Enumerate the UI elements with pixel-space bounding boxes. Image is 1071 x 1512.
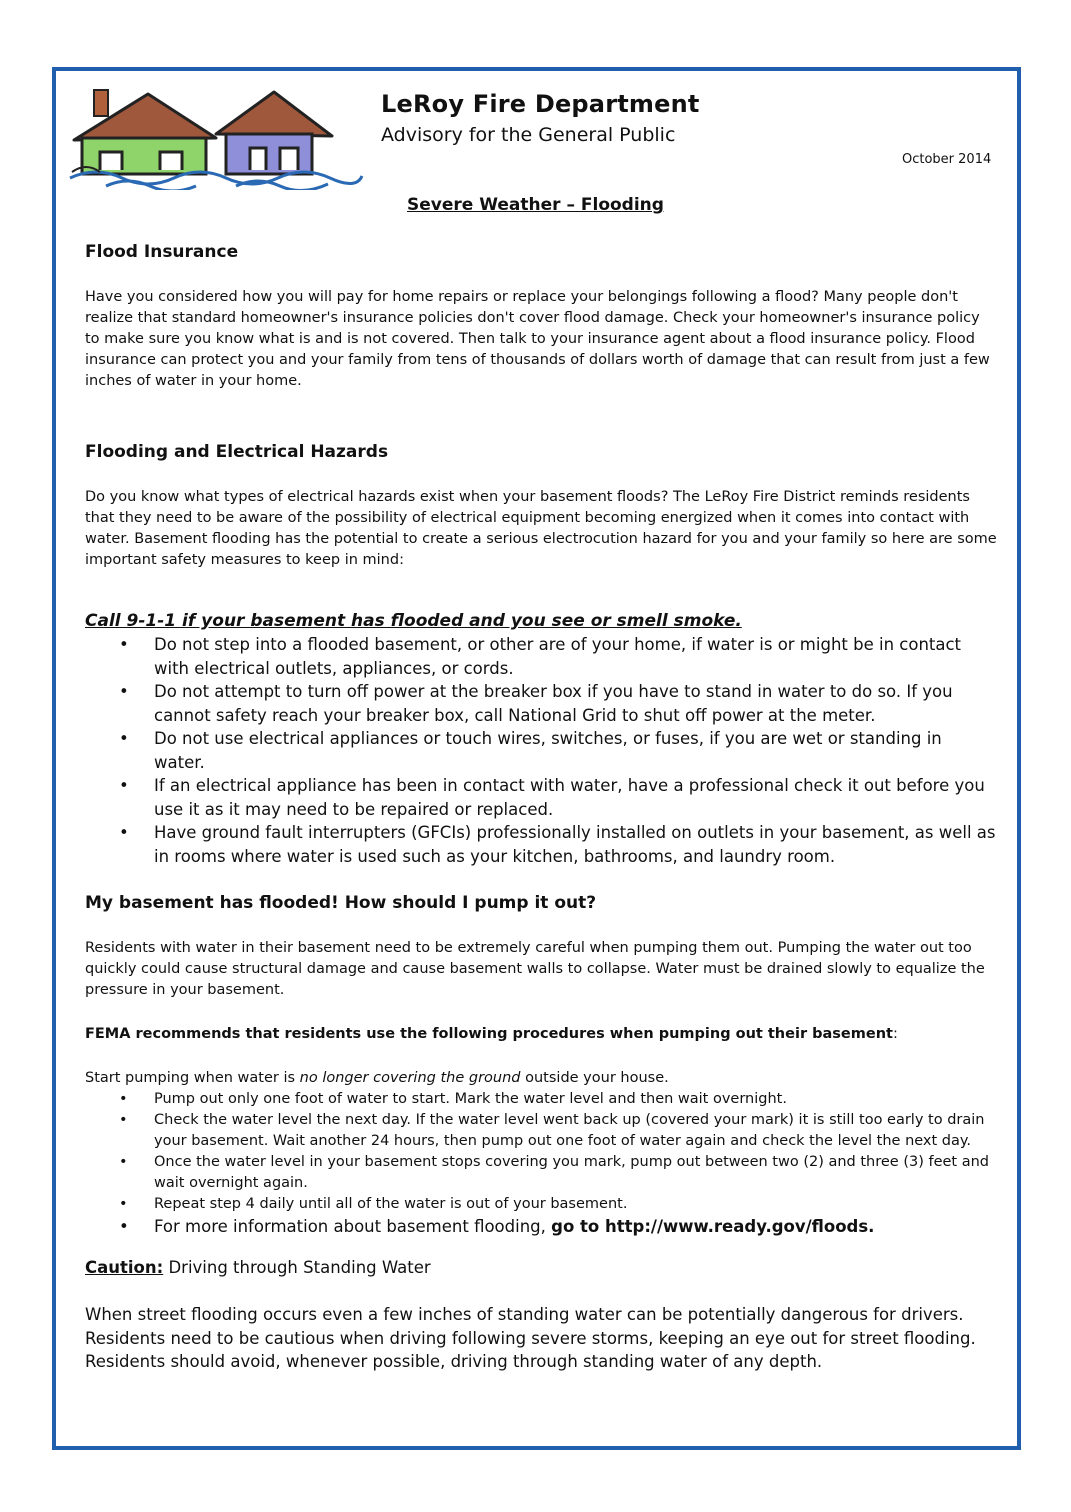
advisory-subtitle: Advisory for the General Public xyxy=(381,124,676,146)
electrical-safety-list xyxy=(85,633,997,868)
document-title: Severe Weather – Flooding xyxy=(407,195,664,215)
list-item: • Check the water level the next day. If the water level went back up (covered your mark) it is still too early to drain your basement. Wait another 24 hours, then pump out one foot of water again and check the level the next day. xyxy=(119,1112,985,1149)
electrical-hazards-heading: Flooding and Electrical Hazards xyxy=(85,442,389,462)
flood-insurance-heading: Flood Insurance xyxy=(85,242,239,262)
list-item: • Do not use electrical appliances or touch wires, switches, or fuses, if you are wet or standing in water. xyxy=(119,729,942,772)
list-item: • Once the water level in your basement stops covering you mark, pump out between two (2) and three (3) feet and wait overnight again. xyxy=(119,1154,990,1191)
list-item: • Repeat step 4 daily until all of the water is out of your basement. xyxy=(119,1196,628,1212)
call-911-callout: Call 9-1-1 if your basement has flooded and you see or smell smoke. xyxy=(85,611,742,631)
start-pumping-line: Start pumping when water is no longer covering the ground outside your house. xyxy=(85,1070,669,1086)
more-info-item: • For more information about basement flooding, go to http://www.ready.gov/floods. xyxy=(119,1217,875,1236)
pumping-body: Residents with water in their basement need to be extremely careful when pumping them out. Pumping the water out too quickly could cause structural damage and cause basement walls to collapse. Water must be drained slowly to equalize the pressure in your basement. xyxy=(85,940,985,998)
list-item: • Do not attempt to turn off power at the breaker box if you have to stand in water to do so. If you cannot safety reach your breaker box, call National Grid to shut off power at the meter. xyxy=(119,682,953,725)
list-item: • Do not step into a flooded basement, or other are of your home, if water is or might be in contact with electrical outlets, appliances, or cords. xyxy=(119,635,962,678)
flooded-houses-icon xyxy=(66,82,366,190)
advisory-date: October 2014 xyxy=(902,152,992,167)
pumping-heading: My basement has flooded! How should I pump it out? xyxy=(85,893,597,913)
caution-heading: Caution: Driving through Standing Water xyxy=(85,1258,431,1277)
advisory-content xyxy=(85,240,997,1374)
fema-recommendation: FEMA recommends that residents use the following procedures when pumping out their basement: xyxy=(85,1026,898,1042)
ready-gov-link[interactable]: go to http://www.ready.gov/floods. xyxy=(551,1217,875,1236)
list-item: • Pump out only one foot of water to start. Mark the water level and then wait overnight. xyxy=(119,1091,787,1107)
list-item: • Have ground fault interrupters (GFCIs) professionally installed on outlets in your basement, as well as in rooms where water is used such as your kitchen, bathrooms, and laundry room. xyxy=(119,823,996,866)
electrical-hazards-body: Do you know what types of electrical hazards exist when your basement floods? The LeRoy Fire District reminds residents that they need to be aware of the possibility of electrical equipment becoming energized when it comes into contact with water. Basement flooding has the potential to create a serious electrocution hazard for you and your family so here are some important safety measures to keep in mind: xyxy=(85,489,997,568)
pumping-steps-list xyxy=(85,1089,997,1239)
flood-insurance-body: Have you considered how you will pay for home repairs or replace your belongings following a flood? Many people don't realize that standard homeowner's insurance policies don't cover flood damage. Check your homeowner's insurance policy to make sure you know what is and is not covered. Then talk to your insurance agent about a flood insurance policy. Flood insurance can protect you and your family from tens of thousands of dollars worth of damage that can result from just a few inches of water in your home. xyxy=(85,289,990,389)
org-name: LeRoy Fire Department xyxy=(381,90,700,118)
caution-body: When street flooding occurs even a few inches of standing water can be potentially dangerous for drivers. Residents need to be cautious when driving following severe storms, keeping an eye out for street flooding. Residents should avoid, whenever possible, driving through standing water of any depth. xyxy=(85,1305,976,1371)
list-item: • If an electrical appliance has been in contact with water, have a professional check it out before you use it as it may need to be repaired or replaced. xyxy=(119,776,985,819)
